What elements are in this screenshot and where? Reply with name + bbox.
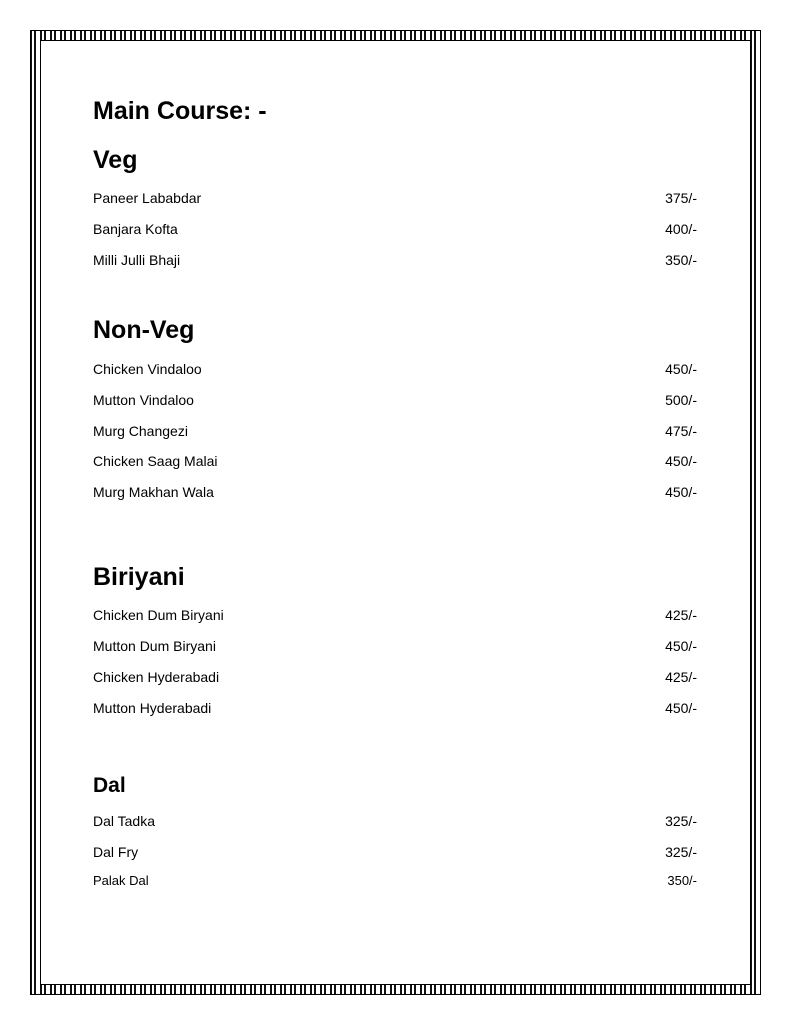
menu-item (93, 250, 697, 270)
item-name: Paneer Lababdar (93, 190, 202, 206)
item-name: Murg Makhan Wala (93, 484, 214, 500)
item-price: 450/- (665, 361, 697, 377)
item-name: Chicken Hyderabadi (93, 669, 220, 685)
item-name: Banjara Kofta (93, 221, 178, 237)
item-price: 450/- (665, 453, 697, 469)
item-name: Murg Changezi (93, 423, 188, 439)
item-price: 500/- (665, 392, 697, 408)
section-heading-dal: Dal (93, 774, 126, 797)
item-price: 425/- (665, 669, 697, 685)
menu-item (93, 811, 697, 831)
item-price: 475/- (665, 423, 697, 439)
menu-item (93, 421, 697, 441)
item-name: Mutton Dum Biryani (93, 638, 216, 654)
section-heading-non-veg: Non-Veg (93, 316, 195, 344)
item-name: Chicken Saag Malai (93, 453, 218, 469)
item-name: Chicken Dum Biryani (93, 607, 224, 623)
item-price: 325/- (665, 844, 697, 860)
menu-item (93, 390, 697, 410)
item-name: Dal Fry (93, 844, 139, 860)
menu-item (93, 871, 697, 891)
item-price: 450/- (665, 700, 697, 716)
item-name: Mutton Vindaloo (93, 392, 194, 408)
item-name: Dal Tadka (93, 813, 156, 829)
item-name: Milli Julli Bhaji (93, 252, 181, 268)
menu-item (93, 667, 697, 687)
section-heading-biriyani: Biriyani (93, 563, 185, 591)
menu-item (93, 188, 697, 208)
item-name: Mutton Hyderabadi (93, 700, 212, 716)
menu-item (93, 605, 697, 625)
item-name: Palak Dal (93, 873, 149, 888)
item-price: 450/- (665, 638, 697, 654)
menu-item (93, 482, 697, 502)
item-price: 350/- (665, 252, 697, 268)
menu-item (93, 636, 697, 656)
menu-item (93, 359, 697, 379)
item-price: 375/- (665, 190, 697, 206)
item-price: 450/- (665, 484, 697, 500)
item-price: 350/- (667, 873, 697, 888)
page-title: Main Course: - (93, 97, 267, 125)
menu-item (93, 451, 697, 471)
menu-item (93, 842, 697, 862)
item-price: 425/- (665, 607, 697, 623)
item-name: Chicken Vindaloo (93, 361, 202, 377)
menu-item (93, 219, 697, 239)
menu-item (93, 698, 697, 718)
item-price: 325/- (665, 813, 697, 829)
item-price: 400/- (665, 221, 697, 237)
section-heading-veg: Veg (93, 146, 138, 174)
